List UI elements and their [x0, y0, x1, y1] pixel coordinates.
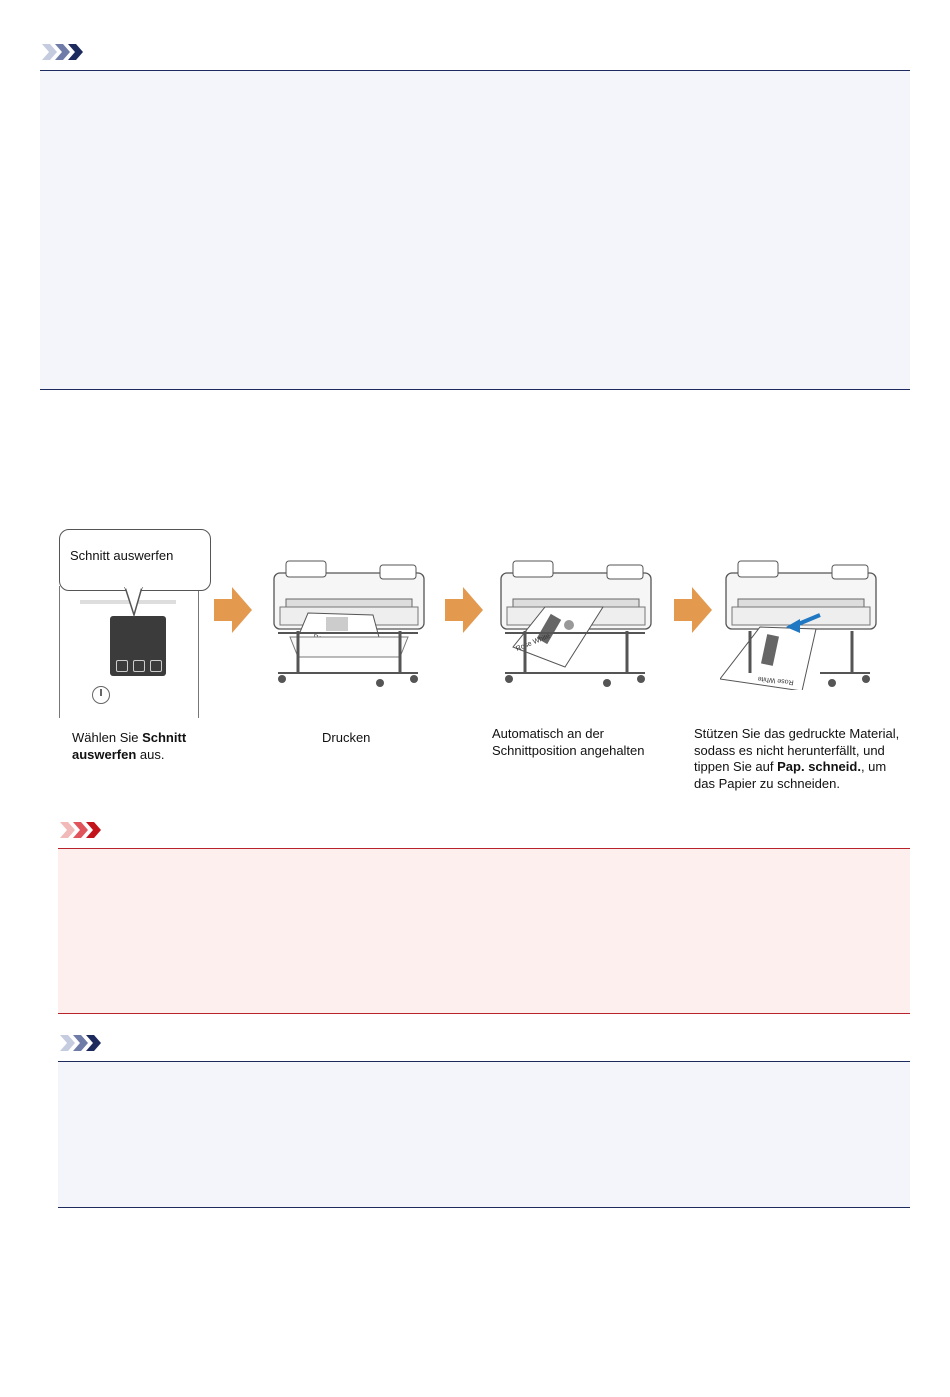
- note-icon: [40, 42, 90, 62]
- panel-screen-text: Schnitt auswerfen: [70, 548, 174, 563]
- power-button-icon: [92, 686, 110, 704]
- note-box-top: [40, 70, 910, 390]
- paper-label: Rose White: [757, 674, 795, 686]
- arrow-right-icon: [445, 587, 483, 633]
- printer-printing-illustration: [268, 555, 430, 690]
- important-icon: [58, 820, 108, 840]
- step2-caption: Drucken: [322, 730, 371, 745]
- step4-caption: Stützen Sie das gedruckte Material, sodass es nicht herunterfällt, und tippen Sie auf Pap. schneid., um das Papier zu schneiden.: [694, 726, 900, 791]
- step3-caption: Automatisch an der Schnittposition angehalten: [492, 726, 645, 758]
- arrow-right-icon: [214, 587, 252, 633]
- paper-label: Rose White: [515, 632, 552, 653]
- bubble-pointer: [120, 587, 150, 617]
- note-box-bottom: [58, 1061, 910, 1208]
- note-icon: [58, 1033, 108, 1053]
- printer-cut-illustration: [720, 555, 882, 690]
- arrow-right-icon: [674, 587, 712, 633]
- step1-caption: Wählen Sie Schnitt auswerfen aus.: [72, 730, 187, 762]
- important-box: [58, 848, 910, 1014]
- panel-speech-bubble: [59, 529, 211, 591]
- panel-touchscreen: [110, 616, 166, 676]
- printer-stopped-illustration: [495, 555, 657, 690]
